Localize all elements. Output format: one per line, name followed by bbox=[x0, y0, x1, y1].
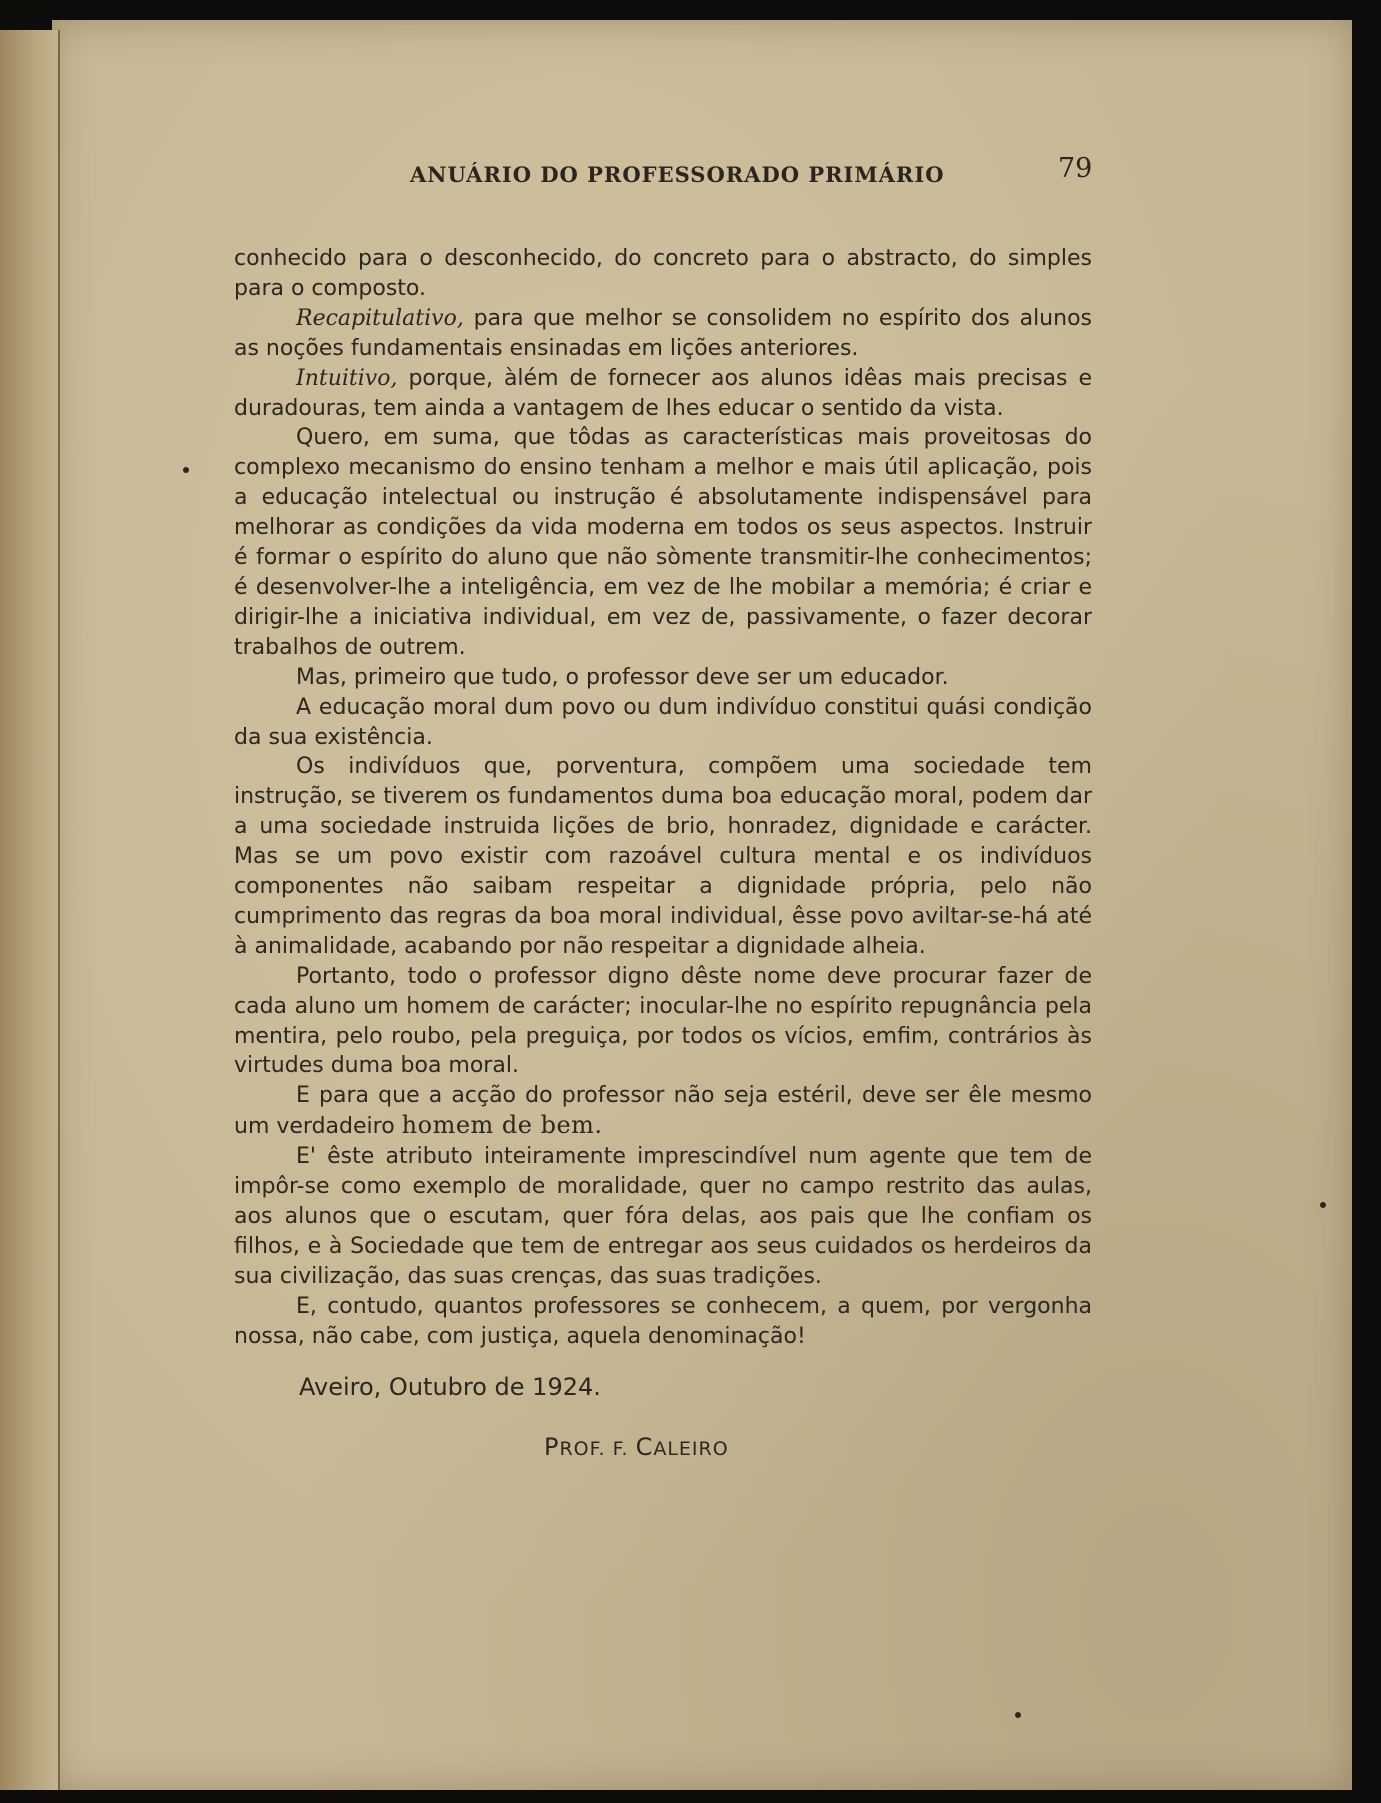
page-number: 79 bbox=[1058, 153, 1093, 184]
paragraph-2-text: para que melhor se consolidem no espírito dos alunos as noções fundamentais ensinadas em lições anteriores. bbox=[234, 305, 1092, 361]
signature-initial-c: C bbox=[635, 1433, 654, 1461]
article-body bbox=[234, 244, 1092, 1352]
page-header bbox=[0, 153, 1381, 193]
emphasis-homem-de-bem: homem de bem. bbox=[401, 1111, 603, 1140]
paragraph-10: E' êste atributo inteiramente imprescindível num agente que tem de impôr-se como exemplo de moralidade, quer no campo restrito das aulas, aos alunos que o escutam, quer fóra delas, aos pais que lhe confiam os filhos, e à Sociedade que tem de entregar aos seus cuidados os herdeiros da sua civilização, das suas crenças, das suas tradições. bbox=[234, 1144, 1092, 1289]
paragraph-9 bbox=[234, 1081, 1092, 1142]
paragraph-9-text: E para que a acção do professor não seja estéril, deve ser êle mesmo um verdadeiro bbox=[234, 1083, 1092, 1140]
paragraph-2 bbox=[234, 304, 1092, 364]
paragraph-5: Mas, primeiro que tudo, o professor deve ser um educador. bbox=[296, 664, 949, 690]
signature-rest-1: ROF. F. bbox=[559, 1438, 636, 1460]
signature-initial-p: P bbox=[544, 1433, 560, 1461]
running-title: ANUÁRIO DO PROFESSORADO PRIMÁRIO bbox=[410, 162, 945, 187]
ink-speck bbox=[1320, 1202, 1326, 1208]
paragraph-11: E, contudo, quantos professores se conhecem, a quem, por vergonha nossa, não cabe, com justiça, aquela denominação! bbox=[234, 1293, 1092, 1349]
place-date: Aveiro, Outubro de 1924. bbox=[299, 1373, 601, 1401]
paragraph-3 bbox=[234, 364, 1092, 424]
paragraph-4: Quero, em suma, que tôdas as características mais proveitosas do complexo mecanismo do ensino tenham a melhor e mais útil aplicação, pois a educação intelectual ou instrução é absolutamente indispensável para melhorar as condições da vida moderna em todos os seus aspectos. Instruir é formar o espírito do aluno que não sòmente transmitir-lhe conhecimentos; é desenvolver-lhe a inteligência, em vez de lhe mobilar a memória; é criar e dirigir-lhe a iniciativa individual, em vez de, passivamente, o fazer decorar trabalhos de outrem. bbox=[234, 425, 1092, 660]
ink-speck bbox=[1015, 1712, 1021, 1718]
signature-rest-2: ALEIRO bbox=[653, 1438, 729, 1460]
paragraph-7: Os indivíduos que, porventura, compõem uma sociedade tem instrução, se tiverem os fundamentos duma boa educação moral, podem dar a uma sociedade instruida lições de brio, honradez, dignidade e carácter. Mas se um povo existir com razoável cultura mental e os indivíduos componentes não saibam respeitar a dignidade própria, pelo não cumprimento das regras da boa moral individual, êsse povo aviltar-se-há até à animalidade, acabando por não respeitar a dignidade alheia. bbox=[234, 754, 1092, 959]
paragraph-8: Portanto, todo o professor digno dêste nome deve procurar fazer de cada aluno um homem de carácter; inocular-lhe no espírito repugnância pela mentira, pelo roubo, pela preguiça, por todos os vícios, emfim, contrários às virtudes duma boa moral. bbox=[234, 963, 1092, 1079]
page-binding-edge bbox=[0, 30, 60, 1790]
paragraph-6: A educação moral dum povo ou dum indivíduo constitui quási condição da sua existência. bbox=[234, 694, 1092, 750]
paragraph-1: conhecido para o desconhecido, do concreto para o abstracto, do simples para o composto. bbox=[234, 246, 1092, 301]
ink-speck bbox=[183, 467, 189, 473]
author-signature bbox=[544, 1433, 729, 1461]
paragraph-3-text: porque, àlém de fornecer aos alunos idêas mais precisas e duradouras, tem ainda a vantagem de lhes educar o sentido da vista. bbox=[234, 365, 1092, 421]
term-intuitivo: Intuitivo, bbox=[296, 365, 398, 391]
term-recapitulativo: Recapitulativo, bbox=[296, 305, 464, 331]
